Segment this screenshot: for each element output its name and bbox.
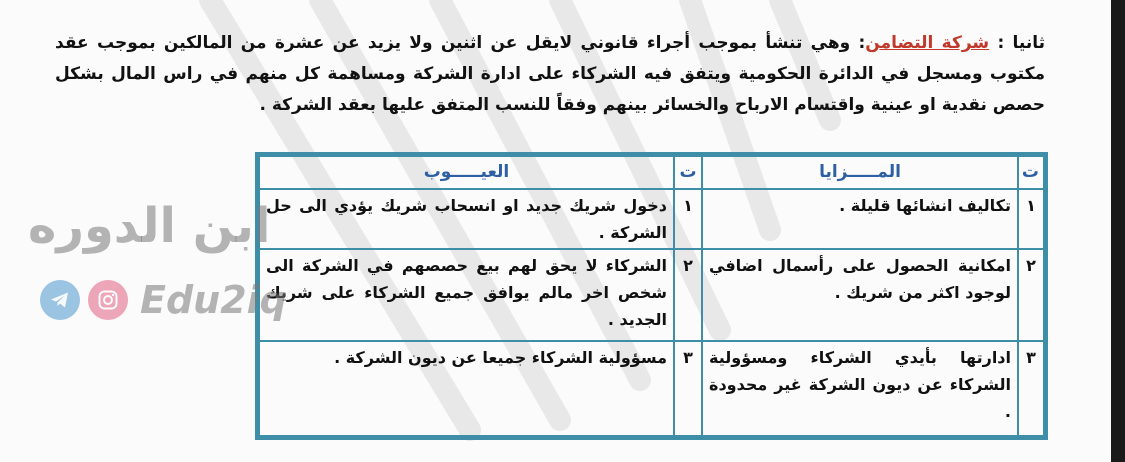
header-advantages: المـــــزايا [702,156,1018,189]
disadvantage-cell: مسؤولية الشركاء جميعا عن ديون الشركة . [259,341,674,436]
disadvantage-cell: الشركاء لا يحق لهم بيع حصصهم في الشركة الى شخص اخر مالم يوافق جميع الشركاء على شريك الجديد . [259,249,674,341]
table-row [259,249,1044,341]
header-num-right: ت [1018,156,1044,189]
disadvantage-cell: دخول شريك جديد او انسحاب شريك يؤدي الى حل الشركة . [259,189,674,249]
row-number: ٣ [674,341,702,436]
table-row [259,341,1044,436]
watermark-arabic-brand: ابن الدوره [28,198,271,254]
table-row [259,189,1044,249]
comparison-table [255,152,1048,440]
telegram-icon [40,280,80,320]
header-disadvantages: العيـــــوب [259,156,674,189]
advantage-cell: امكانية الحصول على رأسمال اضافي لوجود اكثر من شريك . [702,249,1018,341]
row-number: ١ [1018,189,1044,249]
intro-paragraph [55,28,1045,121]
instagram-icon [88,280,128,320]
header-num-left: ت [674,156,702,189]
watermark-latin-brand: Edu2iq [140,278,287,322]
table-header-row [259,156,1044,189]
row-number: ٣ [1018,341,1044,436]
row-number: ٢ [674,249,702,341]
watermark-brand-row [40,278,287,322]
advantage-cell: ادارتها بأيدي الشركاء ومسؤولية الشركاء عن ديون الشركة غير محدودة . [702,341,1018,436]
paragraph-term: شركة التضامن [865,33,990,53]
paragraph-body: : وهي تنشأ بموجب أجراء قانوني لايقل عن اثنين ولا يزيد عن عشرة من المالكين بموجب عقد مكتوب ومسجل في الدائرة الحكومية ويتفق فيه الشركاء على ادارة الشركة ومساهمة كل منهم في راس المال بشكل حصص نقدية او عينية واقتسام الارباح والخسائر بينهم وفقاً للنسب المتفق عليها بعقد الشركة . [55,33,1045,115]
row-number: ٢ [1018,249,1044,341]
right-edge-border [1111,0,1125,462]
paragraph-prefix: ثانيا : [989,33,1046,53]
advantage-cell: تكاليف انشائها قليلة . [702,189,1018,249]
row-number: ١ [674,189,702,249]
